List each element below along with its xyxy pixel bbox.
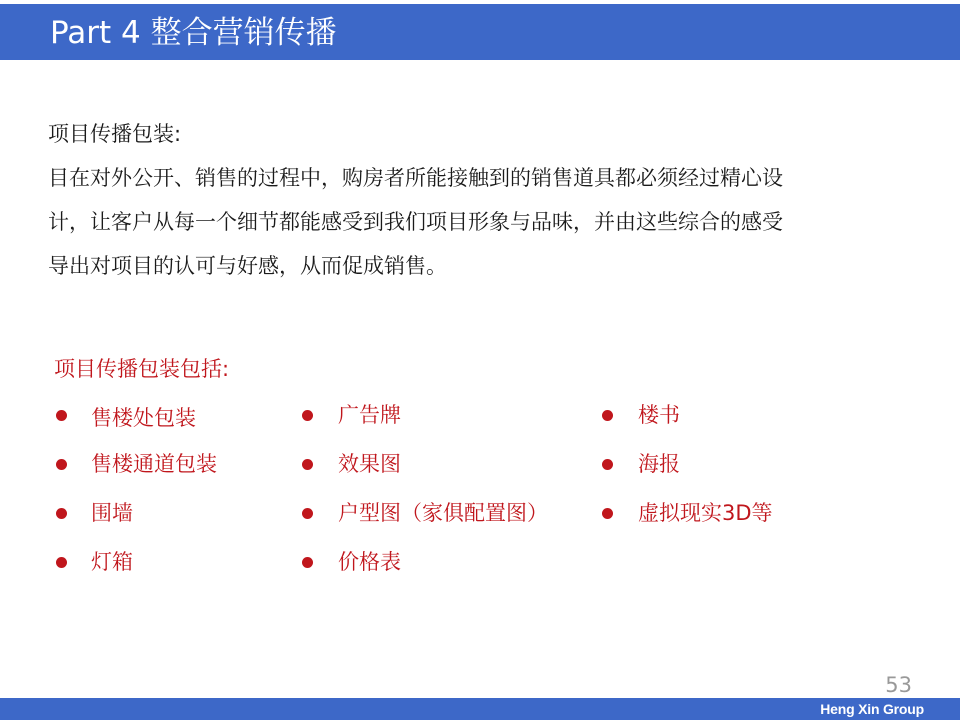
list-item-label: 围墙 xyxy=(91,501,133,525)
list-item xyxy=(602,498,773,547)
list-item xyxy=(56,498,217,547)
bullet-dot-icon xyxy=(56,508,67,519)
footer-bar xyxy=(0,698,960,720)
list-column-3 xyxy=(602,400,773,547)
list-item xyxy=(302,449,548,498)
title-bar xyxy=(0,4,960,60)
list-item-label: 售楼处包装 xyxy=(91,406,196,430)
bullet-dot-icon xyxy=(302,459,313,470)
list-item-label: 灯箱 xyxy=(91,550,133,574)
intro-line: 计，让客户从每一个细节都能感受到我们项目形象与品味，并由这些综合的感受 xyxy=(48,210,783,234)
bullet-dot-icon xyxy=(302,410,313,421)
bullet-dot-icon xyxy=(56,459,67,470)
list-item-label: 楼书 xyxy=(638,403,680,427)
intro-heading: 项目传播包装: xyxy=(48,122,182,146)
bullet-dot-icon xyxy=(602,410,613,421)
list-column-2 xyxy=(302,400,548,596)
list-column-1 xyxy=(56,400,217,596)
list-item xyxy=(56,400,217,449)
footer-company-name: Heng Xin Group xyxy=(820,701,924,717)
intro-line: 导出对项目的认可与好感，从而促成销售。 xyxy=(48,254,447,278)
list-item xyxy=(602,400,773,449)
list-item xyxy=(602,449,773,498)
list-item xyxy=(56,547,217,596)
bullet-dot-icon xyxy=(56,410,67,421)
list-item-label: 售楼通道包装 xyxy=(91,452,217,476)
page-number: 53 xyxy=(885,673,912,697)
list-item-label: 广告牌 xyxy=(338,403,401,427)
list-item-label: 虚拟现实3D等 xyxy=(638,501,773,525)
bullet-dot-icon xyxy=(602,459,613,470)
list-item xyxy=(56,449,217,498)
intro-section xyxy=(48,112,918,288)
list-item xyxy=(302,400,548,449)
list-item xyxy=(302,547,548,596)
bullet-dot-icon xyxy=(302,508,313,519)
intro-line: 目在对外公开、销售的过程中，购房者所能接触到的销售道具都必须经过精心设 xyxy=(48,166,783,190)
bullet-dot-icon xyxy=(302,557,313,568)
list-heading: 项目传播包装包括: xyxy=(54,357,230,381)
list-item-label: 价格表 xyxy=(338,550,401,574)
slide-title: Part 4 整合营销传播 xyxy=(50,15,337,51)
list-item-label: 海报 xyxy=(638,452,680,476)
bullet-dot-icon xyxy=(602,508,613,519)
list-item-label: 户型图（家俱配置图） xyxy=(338,501,548,525)
list-item xyxy=(302,498,548,547)
bullet-dot-icon xyxy=(56,557,67,568)
list-item-label: 效果图 xyxy=(338,452,401,476)
